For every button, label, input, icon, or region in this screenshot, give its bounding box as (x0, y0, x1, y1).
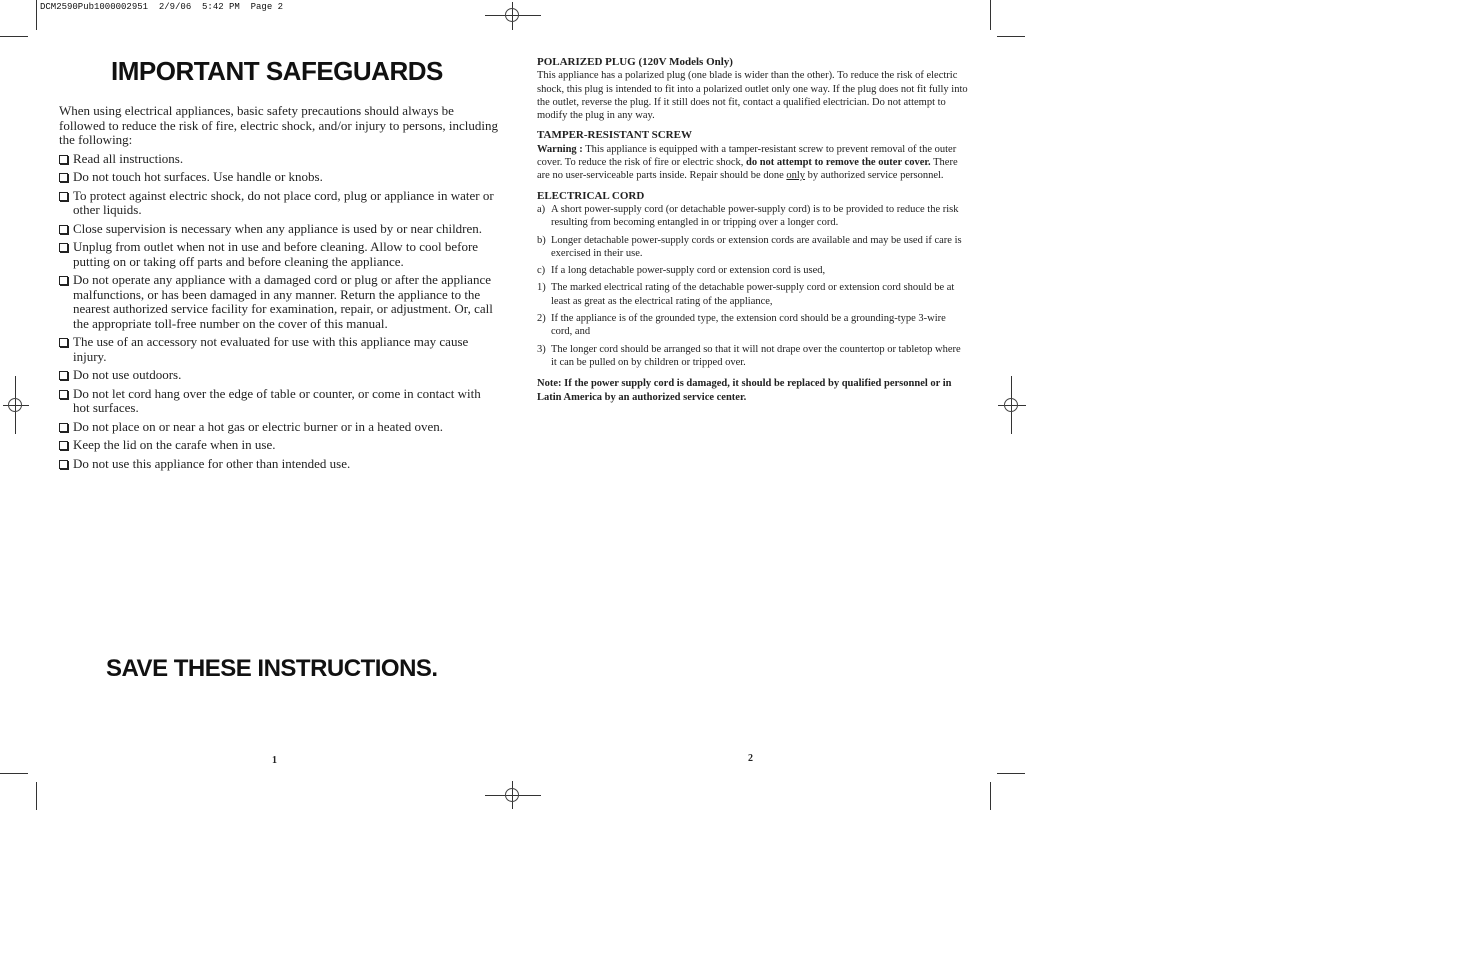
warning-label: Warning : (537, 143, 583, 155)
list-item (59, 335, 499, 364)
checkbox-bullet-icon (59, 243, 68, 252)
list-item (537, 203, 969, 230)
list-item-label: 1) (537, 282, 546, 294)
right-column (537, 56, 969, 404)
checkbox-bullet-icon (59, 225, 68, 234)
checkbox-bullet-icon (59, 173, 68, 182)
safeguard-list (59, 152, 499, 472)
checkbox-bullet-icon (59, 441, 68, 450)
list-item-text: If the appliance is of the grounded type, the extension cord should be a grounding-type 3-wire cord, and (551, 313, 946, 338)
crop-mark (36, 782, 37, 810)
list-item-text: To protect against electric shock, do not place cord, plug or appliance in water or other liquids. (73, 187, 494, 217)
registration-mark (1004, 398, 1018, 412)
list-item-label: 2) (537, 313, 546, 325)
list-item (59, 273, 499, 331)
list-item (59, 170, 499, 185)
crop-mark (0, 773, 28, 774)
tamper-text-part: This appliance is equipped with a tamper-resistant screw to prevent removal of the outer cover. To reduce the risk of fire or electric shock, (537, 143, 957, 169)
list-item-text: Longer detachable power-supply cords or extension cords are available and may be used if care is exercised in their use. (551, 234, 962, 259)
list-item-label: b) (537, 234, 546, 246)
checkbox-bullet-icon (59, 460, 68, 469)
polarized-heading: POLARIZED PLUG (120V Models Only) (537, 56, 733, 68)
list-item (59, 457, 499, 472)
list-item-text: If a long detachable power-supply cord or extension cord is used, (551, 265, 826, 277)
list-item (537, 234, 969, 261)
crop-mark (990, 782, 991, 810)
polarized-text: This appliance has a polarized plug (one blade is wider than the other). To reduce the risk of electric shock, this plug is intended to fit into a polarized outlet only one way. If the plug does not fit fully into the outlet, reverse the plug. If it still does not fit, contact a qualified electrician. Do not attempt to modify the plug in any way. (537, 70, 968, 122)
list-item-label: 3) (537, 343, 546, 355)
list-item-text: The use of an accessory not evaluated for use with this appliance may cause injury. (73, 334, 469, 364)
tamper-text-part: by authorized service personnel. (805, 170, 944, 182)
page-number-left: 1 (272, 755, 277, 766)
crop-mark (990, 0, 991, 30)
tamper-bold-text: do not attempt to remove the outer cover. (746, 157, 931, 169)
tamper-text-part: There are no user-serviceable parts inside. Repair should be done (537, 157, 958, 182)
list-item-text: Do not place on or near a hot gas or electric burner or in a heated oven. (73, 418, 443, 434)
list-item (59, 438, 499, 453)
tamper-text (537, 143, 969, 183)
list-item (59, 152, 499, 167)
checkbox-bullet-icon (59, 423, 68, 432)
list-item (59, 387, 499, 416)
page-title: IMPORTANT SAFEGUARDS (111, 56, 443, 86)
list-item (537, 281, 969, 308)
list-item (59, 368, 499, 383)
underlined-word: only (786, 170, 806, 182)
cord-list (537, 203, 969, 369)
list-item-label: a) (537, 203, 546, 215)
list-item (59, 420, 499, 435)
list-item (537, 312, 969, 339)
list-item-text: The marked electrical rating of the detachable power-supply cord or extension cord should be at least as great as the electrical rating of the appliance, (551, 282, 955, 307)
list-item-text: Do not use outdoors. (73, 367, 182, 382)
list-item-text: The longer cord should be arranged so that it will not drape over the countertop or tabletop where it can be pulled on by children or tripped over. (551, 343, 961, 368)
crop-mark (36, 0, 37, 30)
checkbox-bullet-icon (59, 390, 68, 399)
checkbox-bullet-icon (59, 338, 68, 347)
page-number-right: 2 (748, 753, 753, 764)
checkbox-bullet-icon (59, 192, 68, 201)
registration-mark (505, 8, 519, 22)
list-item-text: Unplug from outlet when not in use and before cleaning. Allow to cool before putting on or taking off parts and before cleaning the appliance. (73, 239, 479, 269)
list-item-text: Do not touch hot surfaces. Use handle or knobs. (73, 169, 323, 184)
list-item-text: Close supervision is necessary when any appliance is used by or near children. (73, 220, 483, 236)
save-instructions-title: SAVE THESE INSTRUCTIONS. (106, 655, 438, 682)
crop-mark (997, 36, 1025, 37)
list-item-text: Keep the lid on the carafe when in use. (73, 437, 276, 452)
list-item-text: Do not operate any appliance with a damaged cord or plug or after the appliance malfunctions, or has been damaged in any manner. Return the appliance to the nearest authorized service facility for examination, repair, or adjustment. Or, call the appropriate toll-free number on the cover of this manual. (73, 272, 493, 331)
checkbox-bullet-icon (59, 276, 68, 285)
registration-mark (8, 398, 22, 412)
list-item (59, 240, 499, 269)
registration-mark (505, 788, 519, 802)
list-item (59, 222, 499, 237)
intro-text: When using electrical appliances, basic safety precautions should always be followed to reduce the risk of fire, electric shock, and/or injury to persons, including the following: (59, 103, 498, 147)
list-item-text: Do not use this appliance for other than intended use. (73, 455, 351, 471)
crop-mark (997, 773, 1025, 774)
list-item-text: Read all instructions. (73, 150, 184, 166)
list-item-label: c) (537, 265, 546, 277)
safeguards-column (59, 104, 499, 475)
list-item-text: Do not let cord hang over the edge of table or counter, or come in contact with hot surfaces. (73, 385, 481, 415)
tamper-heading: TAMPER-RESISTANT SCREW (537, 129, 692, 142)
list-item (59, 189, 499, 218)
cord-note: Note: If the power supply cord is damaged, it should be replaced by qualified personnel or in Latin America by an authorized service center. (537, 378, 952, 403)
crop-mark (0, 36, 28, 37)
list-item (537, 264, 969, 277)
print-slug: DCM2590Pub1000002951 2/9/06 5:42 PM Page 2 (40, 2, 284, 12)
checkbox-bullet-icon (59, 371, 68, 380)
checkbox-bullet-icon (59, 155, 68, 164)
list-item-text: A short power-supply cord (or detachable power-supply cord) is to be provided to reduce the risk resulting from becoming entangled in or tripping over a longer cord. (551, 203, 959, 229)
cord-heading: ELECTRICAL CORD (537, 189, 645, 202)
list-item (537, 343, 969, 370)
